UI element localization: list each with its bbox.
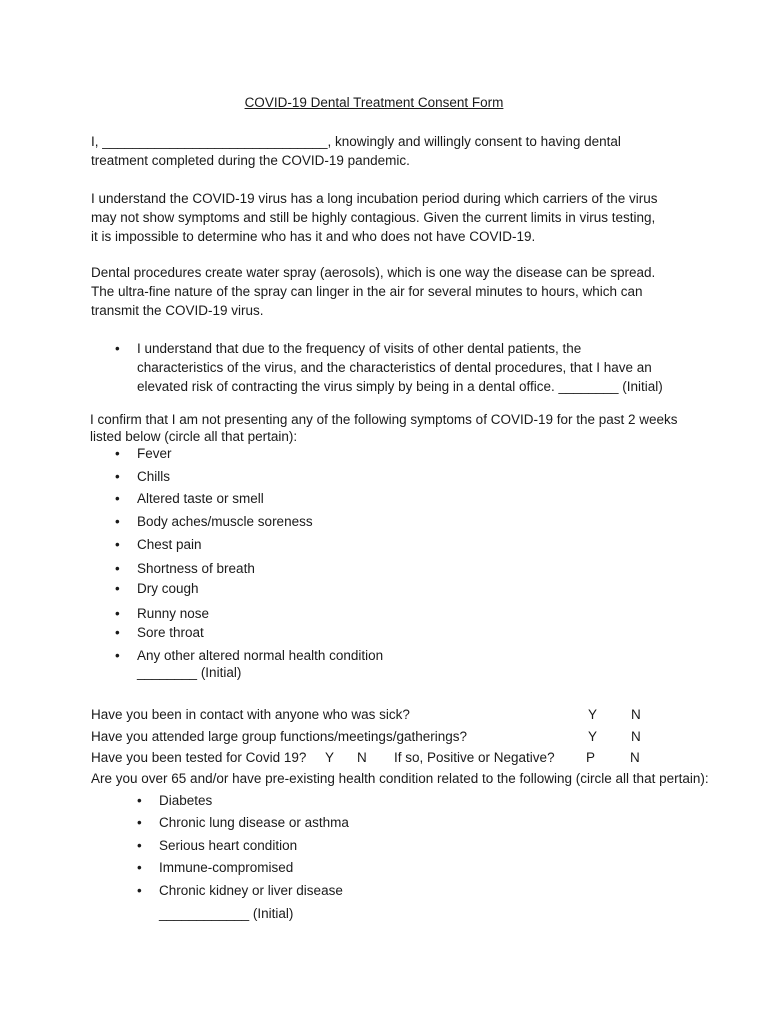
condition-label: Chronic kidney or liver disease: [159, 883, 343, 898]
aerosol-paragraph: [91, 263, 711, 320]
question-tested: Have you been tested for Covid 19?: [91, 750, 307, 765]
list-item[interactable]: [137, 883, 343, 898]
question-test-result: If so, Positive or Negative?: [394, 750, 555, 765]
form-title: COVID-19 Dental Treatment Consent Form: [244, 95, 504, 110]
list-item[interactable]: [115, 491, 264, 506]
answer-positive-option[interactable]: P: [586, 750, 596, 765]
bullet-icon: •: [115, 469, 120, 484]
answer-no-option[interactable]: N: [357, 750, 367, 765]
answer-yes-option[interactable]: Y: [325, 750, 335, 765]
paragraph-line: I understand that due to the frequency of visits of other dental patients, the: [137, 341, 582, 356]
list-item[interactable]: [115, 446, 172, 461]
answer-no-option[interactable]: N: [631, 707, 641, 722]
bullet-icon: •: [115, 648, 120, 663]
paragraph-line: I understand the COVID-19 virus has a long incubation period during which carriers of the virus: [91, 191, 658, 206]
paragraph-line: I confirm that I am not presenting any of the following symptoms of COVID-19 for the past 2 weeks: [90, 412, 678, 427]
list-item[interactable]: [115, 469, 171, 484]
answer-negative-option[interactable]: N: [630, 750, 640, 765]
list-item[interactable]: [137, 793, 213, 808]
incubation-paragraph: [91, 189, 711, 246]
answer-yes-option[interactable]: Y: [588, 729, 598, 744]
bullet-icon: •: [115, 561, 120, 576]
risk-acknowledgement: [115, 339, 697, 396]
paragraph-line: may not show symptoms and still be highly contagious. Given the current limits in virus testing,: [91, 210, 656, 225]
symptom-label: Altered taste or smell: [137, 491, 264, 506]
consent-intro-line: treatment completed during the COVID-19 pandemic.: [91, 153, 410, 168]
symptom-label: Dry cough: [137, 581, 199, 596]
paragraph-line: transmit the COVID-19 virus.: [91, 303, 264, 318]
bullet-icon: •: [115, 341, 120, 356]
condition-label: Serious heart condition: [159, 838, 298, 853]
bullet-icon: •: [115, 581, 120, 596]
list-item[interactable]: [115, 625, 204, 640]
list-item[interactable]: [115, 606, 210, 621]
bullet-icon: •: [115, 625, 120, 640]
question-gatherings: Have you attended large group functions/meetings/gatherings?: [91, 729, 467, 744]
paragraph-line: characteristics of the virus, and the characteristics of dental procedures, that I have an: [137, 360, 652, 375]
bullet-icon: •: [115, 514, 120, 529]
bullet-icon: •: [115, 537, 120, 552]
symptom-label: Shortness of breath: [137, 561, 255, 576]
paragraph-line: elevated risk of contracting the virus simply by being in a dental office. ________ (Initial): [137, 379, 663, 394]
bullet-icon: •: [137, 883, 142, 898]
bullet-icon: •: [137, 838, 142, 853]
question-contact: Have you been in contact with anyone who was sick?: [91, 707, 410, 722]
consent-intro-line: I, ______________________________, knowingly and willingly consent to having dental: [91, 134, 621, 149]
symptom-label: Chills: [137, 469, 171, 484]
answer-no-option[interactable]: N: [631, 729, 641, 744]
symptom-label: Sore throat: [137, 625, 204, 640]
list-item[interactable]: [137, 838, 298, 853]
list-item[interactable]: [115, 514, 313, 529]
list-item[interactable]: [115, 537, 202, 552]
bullet-icon: •: [137, 793, 142, 808]
paragraph-line: listed below (circle all that pertain):: [90, 429, 298, 444]
bullet-icon: •: [115, 606, 120, 621]
bullet-icon: •: [137, 860, 142, 875]
symptom-label: Runny nose: [137, 606, 210, 621]
symptom-label: Fever: [137, 446, 172, 461]
symptoms-initial-field[interactable]: ________ (Initial): [137, 665, 242, 680]
answer-yes-option[interactable]: Y: [588, 707, 598, 722]
bullet-icon: •: [115, 446, 120, 461]
symptom-label: Any other altered normal health condition: [137, 648, 384, 663]
conditions-initial-field[interactable]: ____________ (Initial): [159, 906, 294, 921]
list-item[interactable]: [137, 860, 294, 875]
symptoms-intro: [90, 411, 730, 445]
condition-label: Immune-compromised: [159, 860, 294, 875]
paragraph-line: Dental procedures create water spray (aerosols), which is one way the disease can be spread.: [91, 265, 656, 280]
question-over65: Are you over 65 and/or have pre-existing health condition related to the following (circle all that pertain):: [91, 771, 709, 786]
list-item[interactable]: [115, 648, 384, 663]
paragraph-line: The ultra-fine nature of the spray can linger in the air for several minutes to hours, which can: [91, 284, 643, 299]
symptom-label: Chest pain: [137, 537, 202, 552]
symptom-label: Body aches/muscle soreness: [137, 514, 313, 529]
paragraph-line: it is impossible to determine who has it and who does not have COVID-19.: [91, 229, 536, 244]
list-item[interactable]: [115, 561, 255, 576]
list-item[interactable]: [137, 815, 349, 830]
bullet-icon: •: [115, 491, 120, 506]
condition-label: Diabetes: [159, 793, 213, 808]
list-item[interactable]: [115, 581, 199, 596]
condition-label: Chronic lung disease or asthma: [159, 815, 349, 830]
bullet-icon: •: [137, 815, 142, 830]
consent-intro: [91, 132, 711, 170]
